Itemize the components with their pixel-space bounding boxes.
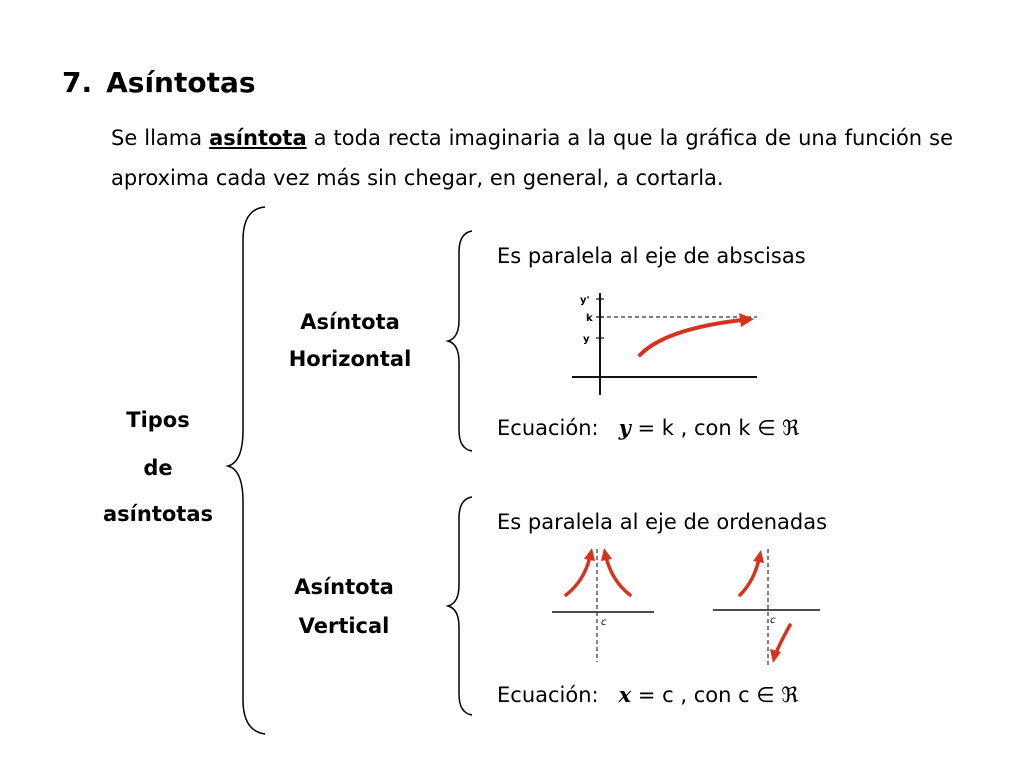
horizontal-eq-var: y <box>618 415 631 440</box>
intro-text-before: Se llama <box>111 126 210 150</box>
vertical-asymptote-graph-left <box>550 545 660 665</box>
intro-text-after: a toda recta imaginaria a la que la gráfica de una función se aproxima cada vez más sin chegar, en general, a cortarla. <box>111 126 953 190</box>
h-graph-arrowhead <box>739 313 754 327</box>
h-graph-label-yprime: y' <box>580 295 590 306</box>
vertical-eq-var: x <box>618 682 632 707</box>
vertical-label-2: Vertical <box>298 614 390 638</box>
horizontal-brace <box>448 231 472 451</box>
large-brace <box>228 207 265 734</box>
v-graph-right-curve-bottom <box>776 625 790 653</box>
h-graph-label-y: y <box>583 334 590 345</box>
horizontal-label-1: Asíntota <box>300 310 400 334</box>
vertical-asymptote-graph-right <box>710 545 825 670</box>
horizontal-description: Es paralela al eje de abscisas <box>497 244 806 268</box>
types-label-2: de <box>143 456 173 480</box>
vertical-eq-rest: = c , con c ∈ ℜ <box>631 683 799 707</box>
h-graph-label-k: k <box>586 313 593 324</box>
horizontal-eq-prefix: Ecuación: <box>497 416 599 440</box>
types-label-3: asíntotas <box>103 502 213 526</box>
section-number: 7. <box>62 66 93 99</box>
v-graph-right-label-c: c <box>770 615 776 626</box>
vertical-brace <box>448 497 472 715</box>
v-graph-left-curve-right <box>606 557 630 595</box>
vertical-label-1: Asíntota <box>294 575 394 599</box>
h-graph-curve <box>640 320 742 355</box>
v-graph-left-curve-left <box>566 557 590 595</box>
horizontal-eq-rest: = k , con k ∈ ℜ <box>630 416 800 440</box>
vertical-eq-prefix: Ecuación: <box>497 683 599 707</box>
vertical-description: Es paralela al eje de ordenadas <box>497 510 828 534</box>
horizontal-asymptote-graph <box>560 285 770 400</box>
vertical-equation <box>497 682 798 707</box>
horizontal-label-2: Horizontal <box>288 347 412 371</box>
horizontal-equation <box>497 415 799 440</box>
v-graph-right-curve-top <box>740 559 759 595</box>
intro-keyword: asíntota <box>209 126 307 150</box>
section-title: Asíntotas <box>106 66 256 99</box>
v-graph-left-label-c: c <box>601 617 607 628</box>
types-label-1: Tipos <box>126 408 190 432</box>
